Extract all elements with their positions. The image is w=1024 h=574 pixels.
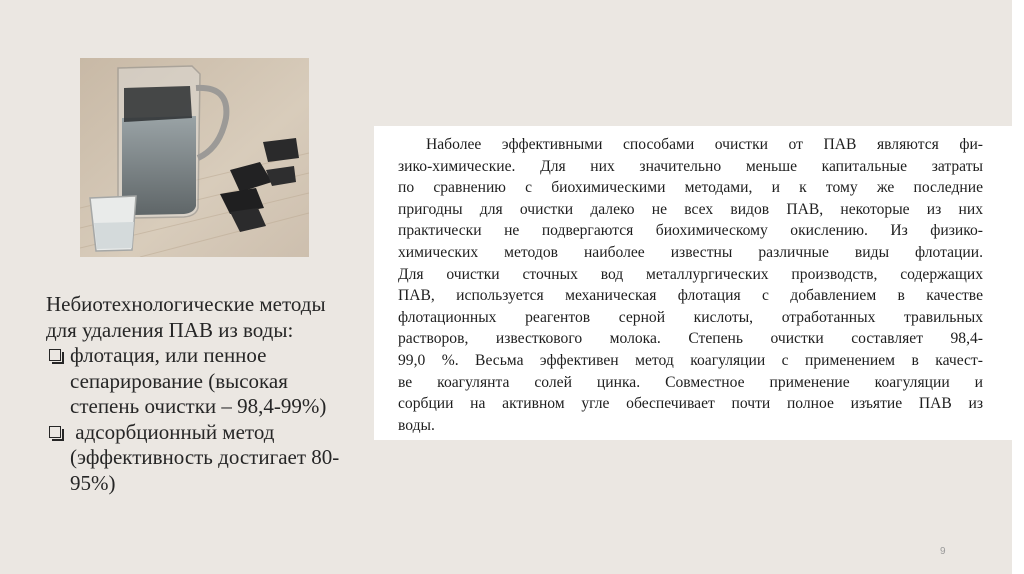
page-number: 9	[940, 546, 946, 557]
bullet-line: флотация, или пенное	[70, 343, 267, 367]
document-line: химических методов наиболее известны различные виды флотации.	[398, 243, 983, 261]
bullet-line: (эффективность достигает 80-	[70, 445, 340, 469]
document-line: Наболее эффективными способами очистки от ПАВ являются фи-	[426, 136, 983, 153]
bullet-line: сепарирование (высокая	[70, 368, 288, 393]
document-line: воды.	[398, 416, 435, 434]
slide-edge	[1012, 0, 1024, 574]
document-line: ПАВ, используется механическая флотация с добавлением в качестве	[398, 287, 983, 305]
document-line: Для очистки сточных вод металлургических производств, содержащих	[398, 265, 983, 283]
document-excerpt	[374, 126, 1016, 440]
bullet-line: 95%)	[70, 470, 116, 495]
checkbox-bullet-icon	[49, 426, 61, 438]
document-line: зико-химические. Для них значительно меньше капитальные затраты	[398, 157, 983, 175]
document-line: практически не подвергаются биохимическому окислению. Из физико-	[398, 222, 983, 240]
bullet-line: степень очистки – 98,4-99%)	[70, 394, 327, 418]
document-line: флотационных реагентов серной кислоты, отработанных травильных	[398, 308, 983, 326]
document-line: по сравнению с биохимическими методами, и к тому же последние	[398, 179, 983, 197]
document-line: 99,0 %. Весьма эффективен метод коагуляции с применением в качест-	[398, 351, 983, 369]
document-line: сорбции на активном угле обеспечивает почти полное изъятие ПАВ из	[398, 395, 983, 413]
bullet-item-flotation	[46, 343, 376, 420]
document-paragraph	[398, 134, 983, 436]
document-line: ве коагулянта солей цинка. Совместное применение коагуляции и	[398, 373, 983, 391]
water-jug-charcoal-photo	[80, 58, 309, 257]
document-line: растворов, известкового молока. Степень очистки составляет 98,4-	[398, 330, 983, 348]
methods-heading-line: Небиотехнологические методы	[46, 292, 326, 316]
document-line: пригодны для очистки далеко не всех видов ПАВ, некоторые из них	[398, 200, 983, 218]
bullet-item-adsorption	[46, 420, 376, 497]
checkbox-bullet-icon	[49, 349, 61, 361]
methods-heading-line: для удаления ПАВ из воды:	[46, 317, 294, 342]
bullet-line: адсорбционный метод	[70, 419, 275, 444]
methods-list	[46, 292, 376, 496]
photo-illustration	[80, 58, 309, 257]
